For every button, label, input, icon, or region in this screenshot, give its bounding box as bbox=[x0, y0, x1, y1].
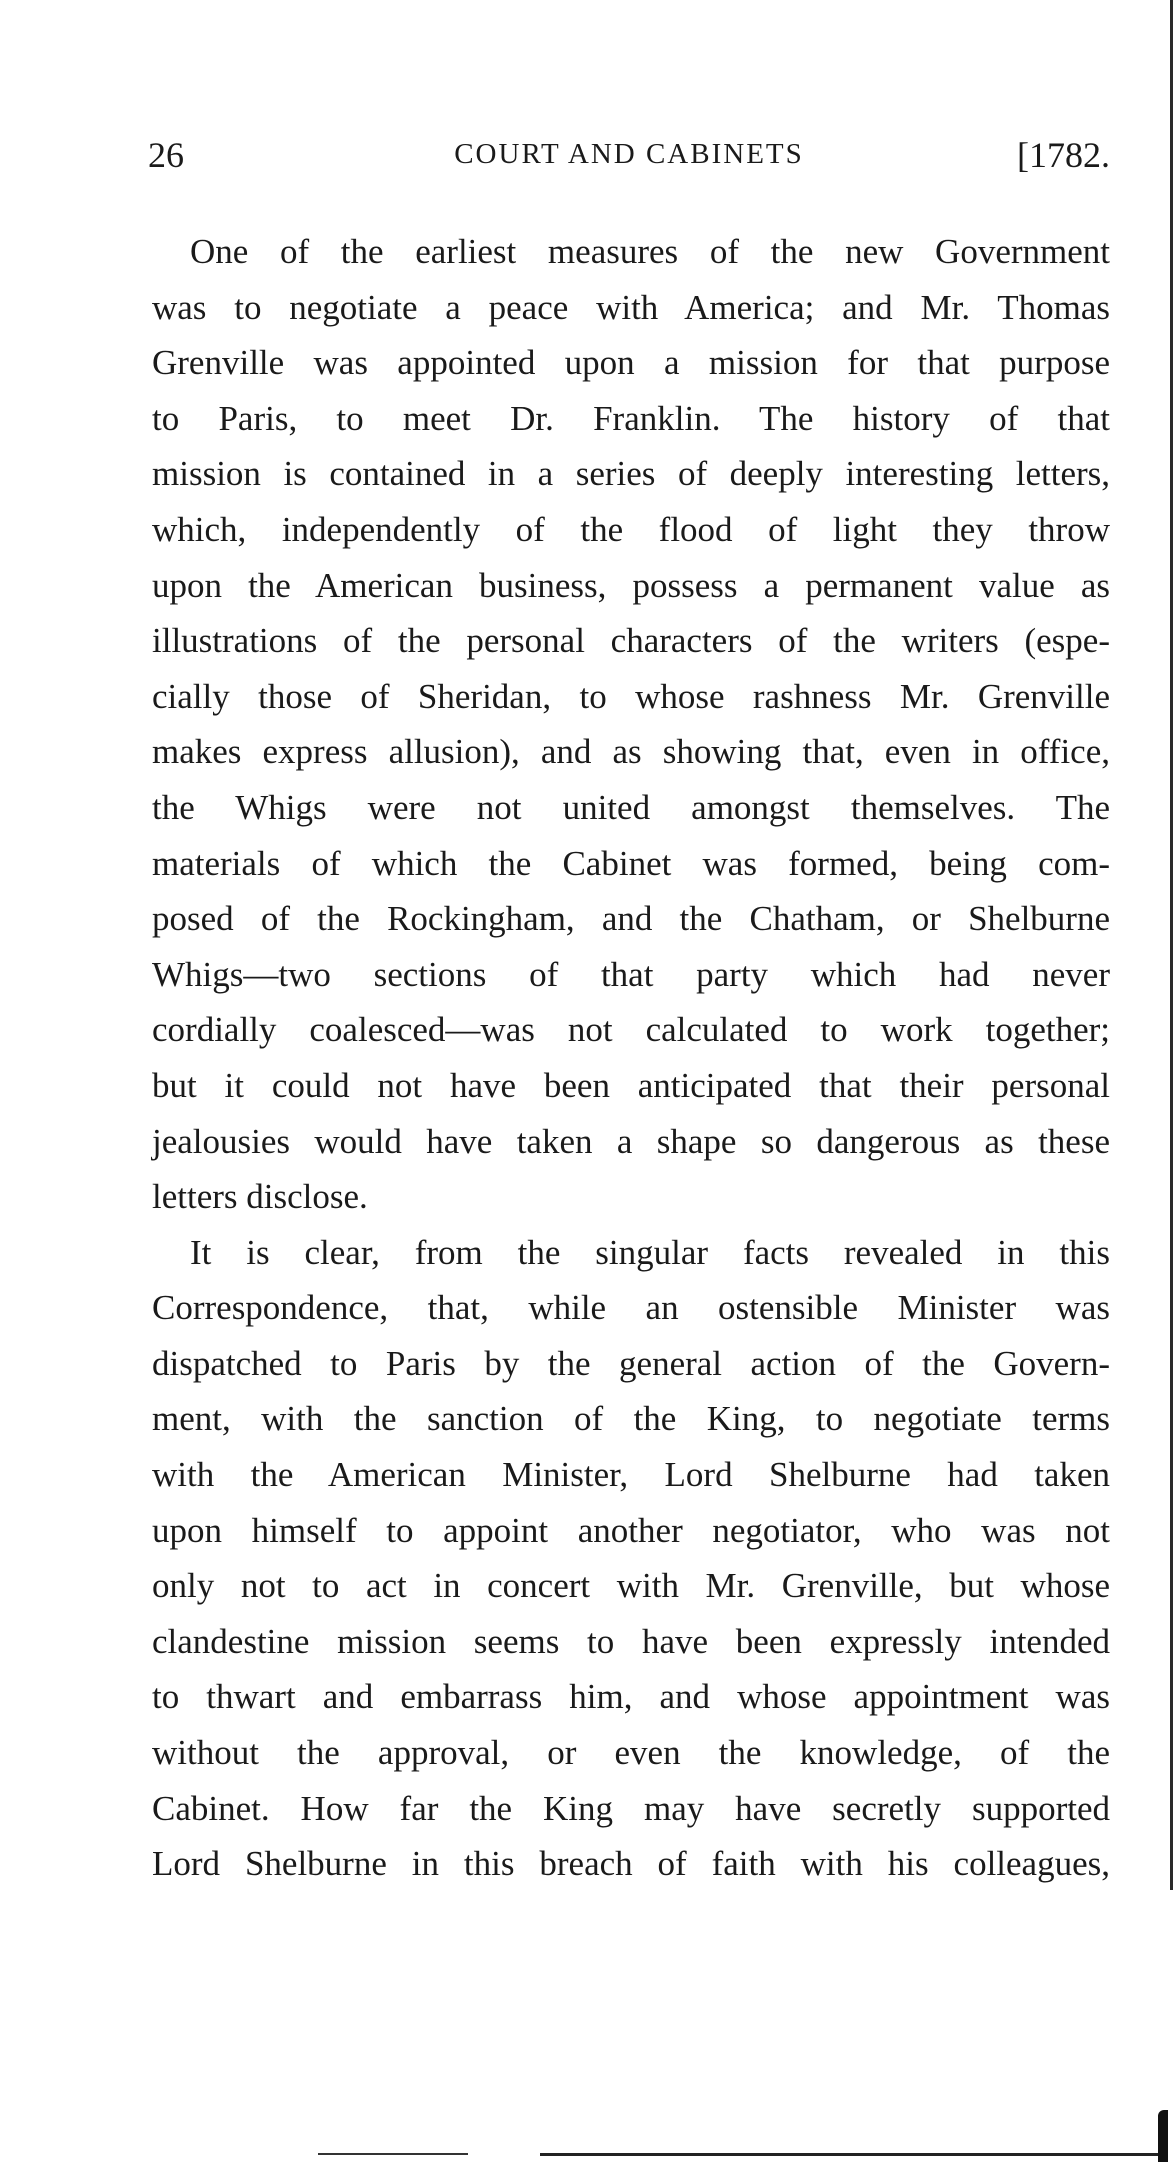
text-line: upon himself to appoint another negotiator, who was not bbox=[152, 1510, 1110, 1550]
text-line: without the approval, or even the knowledge, of the bbox=[152, 1733, 1110, 1773]
text-line: dispatched to Paris by the general action of the Govern- bbox=[152, 1343, 1110, 1383]
text-line: cordially coalesced—was not calculated to work together; bbox=[152, 1010, 1110, 1050]
text-line: One of the earliest measures of the new Government bbox=[190, 232, 1110, 271]
text-line: Lord Shelburne in this breach of faith with his colleagues, bbox=[152, 1844, 1110, 1884]
text-line: jealousies would have taken a shape so dangerous as these bbox=[152, 1121, 1110, 1161]
text-line: only not to act in concert with Mr. Grenville, but whose bbox=[152, 1566, 1110, 1606]
text-line: ment, with the sanction of the King, to negotiate terms bbox=[152, 1399, 1110, 1439]
page-edge-rule bbox=[1170, 0, 1173, 1890]
running-head bbox=[148, 134, 1110, 184]
text-line: It is clear, from the singular facts revealed in this bbox=[190, 1232, 1110, 1272]
text-line: the Whigs were not united amongst themselves. The bbox=[152, 787, 1110, 827]
text-line: was to negotiate a peace with America; and Mr. Thomas bbox=[152, 287, 1110, 327]
text-line: posed of the Rockingham, and the Chatham, or Shelburne bbox=[152, 899, 1110, 939]
text-line: cially those of Sheridan, to whose rashness Mr. Grenville bbox=[152, 676, 1110, 716]
text-line: but it could not have been anticipated that their personal bbox=[152, 1065, 1110, 1105]
running-title: COURT AND CABINETS bbox=[454, 138, 804, 170]
text-line: Correspondence, that, while an ostensible Minister was bbox=[152, 1288, 1110, 1328]
text-line: Whigs—two sections of that party which had never bbox=[152, 954, 1110, 994]
text-line: to thwart and embarrass him, and whose appointment was bbox=[152, 1677, 1110, 1717]
text-line: Grenville was appointed upon a mission for that purpose bbox=[152, 343, 1110, 383]
text-line: mission is contained in a series of deeply interesting letters, bbox=[152, 454, 1110, 494]
paragraph bbox=[152, 1225, 1110, 1892]
text-line: letters disclose. bbox=[152, 1177, 368, 1217]
text-line: upon the American business, possess a permanent value as bbox=[152, 565, 1110, 605]
body-text bbox=[152, 224, 1110, 1892]
page-corner-mark bbox=[1158, 2110, 1168, 2162]
bottom-edge-rule bbox=[540, 2153, 1162, 2156]
running-year: [1782. bbox=[1017, 135, 1110, 175]
page-number: 26 bbox=[148, 135, 184, 175]
text-line: makes express allusion), and as showing that, even in office, bbox=[152, 732, 1110, 772]
text-line: which, independently of the flood of light they throw bbox=[152, 509, 1110, 549]
text-line: with the American Minister, Lord Shelburne had taken bbox=[152, 1455, 1110, 1495]
text-line: clandestine mission seems to have been expressly intended bbox=[152, 1621, 1110, 1661]
text-line: materials of which the Cabinet was formed, being com- bbox=[152, 843, 1110, 883]
bottom-edge-rule bbox=[318, 2153, 468, 2155]
paragraph bbox=[152, 224, 1110, 1225]
text-line: illustrations of the personal characters of the writers (espe- bbox=[152, 621, 1110, 661]
text-line: to Paris, to meet Dr. Franklin. The history of that bbox=[152, 398, 1110, 438]
text-line: Cabinet. How far the King may have secretly supported bbox=[152, 1788, 1110, 1828]
